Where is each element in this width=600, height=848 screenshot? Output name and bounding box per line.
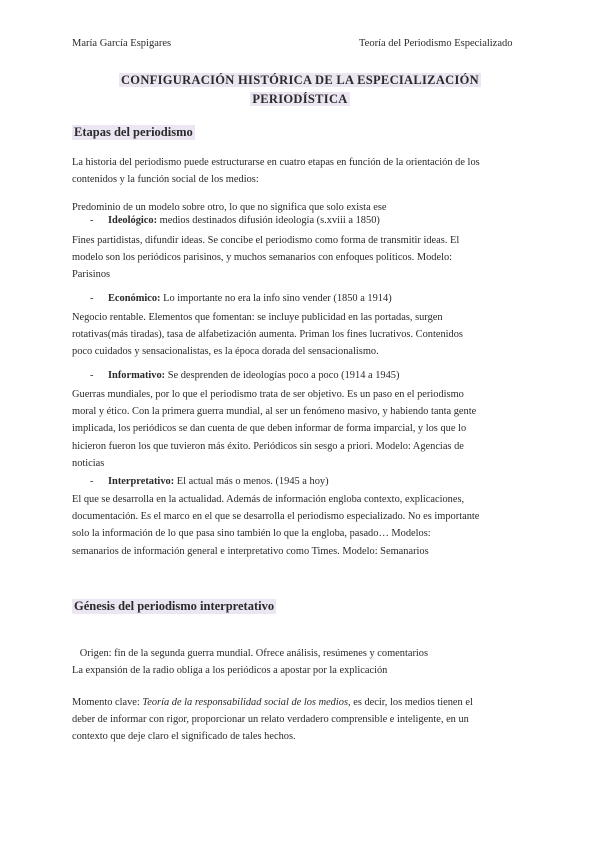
stage-desc: Lo importante no era la info sino vender (1850 a 1914) [160,293,392,304]
body-line: Negocio rentable. Elementos que fomentan: se incluye publicidad en las portadas, surgen [72,312,443,323]
bullet-dash: - [90,476,94,487]
body-line: deber de informar con rigor, proporcionar un relato verdadero comprensible e inteligente, en un [72,714,469,726]
momento-prefix: Momento clave: [72,697,143,708]
bullet-dash: - [90,215,94,226]
section-heading-genesis: Génesis del periodismo interpretativo [74,599,275,613]
theory-name: Teoría de la responsabilidad social de los medios, [142,697,351,708]
stage-ideologico-body [72,232,532,284]
page-title-line2: PERIODÍSTICA [252,92,348,106]
body-line: poco cuidados y sensacionalistas, es la época dorada del sensacionalismo. [72,346,379,358]
bullet-dash: - [90,370,94,381]
body-line: noticias [72,457,105,469]
body-line: Parisinos [72,269,111,281]
body-line: moral y ético. Con la primera guerra mundial, al ser un fenómeno masivo, y habiendo tanta gente [72,406,477,418]
stage-desc: medios destinados difusión ideología (s.xviii a 1850) [157,215,380,226]
body-line: hicieron fueron los que tuvieron más éxito. Periódicos sin sesgo a priori. Modelo: Agencias de [72,440,464,452]
momento-rest: es decir, los medios tienen el [350,697,473,708]
radio-text: La expansión de la radio obliga a los periódicos a apostar por la explicación [72,665,388,676]
stage-name: Informativo: [108,370,166,381]
intro-line: contenidos y la función social de los medios: [72,174,259,186]
body-line: Fines partidistas, difundir ideas. Se concibe el periodismo como forma de transmitir ideas. El [72,235,460,246]
stage-desc: El actual más o menos. (1945 a hoy) [174,476,329,487]
stage-informativo-title [90,370,399,381]
body-line: semanarios de información general e interpretativo como Times. Modelo: Semanarios [72,545,429,557]
origen-text: Origen: fin de la segunda guerra mundial. Ofrece análisis, resúmenes y comentarios [72,648,429,659]
body-line: solo la información de lo que pasa sino también lo que la engloba, pasado… Modelos: [72,528,431,540]
intro-paragraph [72,154,532,188]
body-line: implicada, los periódicos se dan cuenta de que deben informar de forma imparcial, y los que lo [72,423,467,435]
stage-informativo-body [72,386,532,472]
body-line: Guerras mundiales, por lo que el periodismo trata de ser objetivo. Es un paso en el periodismo [72,389,464,400]
stage-interpretativo-body [72,491,532,560]
bullet-dash: - [90,293,94,304]
section-heading-etapas: Etapas del periodismo [74,125,193,139]
momento-clave-paragraph [72,694,532,746]
page-title-2 [0,92,600,107]
author-name: María García Espigares [72,38,172,49]
stage-interpretativo-title [90,476,329,487]
body-line: rotativas(más tiradas), tasa de alfabetización aumenta. Priman los fines lucrativos. Contenidos [72,329,463,341]
page-title-line1: CONFIGURACIÓN HISTÓRICA DE LA ESPECIALIZACIÓN [120,73,479,87]
stage-name: Ideológico: [108,215,158,226]
stage-desc: Se desprenden de ideologías poco a poco (1914 a 1945) [165,370,400,381]
momento-first-line [72,694,532,711]
stage-economico-title [90,293,392,304]
body-line: contexto que deje claro el significado de tales hechos. [72,731,296,743]
stage-name: Económico: [108,293,161,304]
stage-name: Interpretativo: [108,476,175,487]
stage-ideologico-title [90,215,380,226]
body-line: documentación. Es el marco en el que se desarrolla el periodismo especializado. No es importante [72,511,480,523]
page-title [0,73,600,88]
stage-economico-body [72,309,532,361]
body-line: El que se desarrolla en la actualidad. Además de información engloba contexto, explicaciones, [72,494,465,505]
intro-line: La historia del periodismo puede estructurarse en cuatro etapas en función de la orientación de los [72,157,480,168]
course-name: Teoría del Periodismo Especializado [359,38,513,49]
body-line: modelo son los periódicos parisinos, y muchos semanarios con enfoques políticos. Modelo: [72,252,453,264]
predominio-text: Predominio de un modelo sobre otro, lo que no significa que solo exista ese [72,202,387,213]
